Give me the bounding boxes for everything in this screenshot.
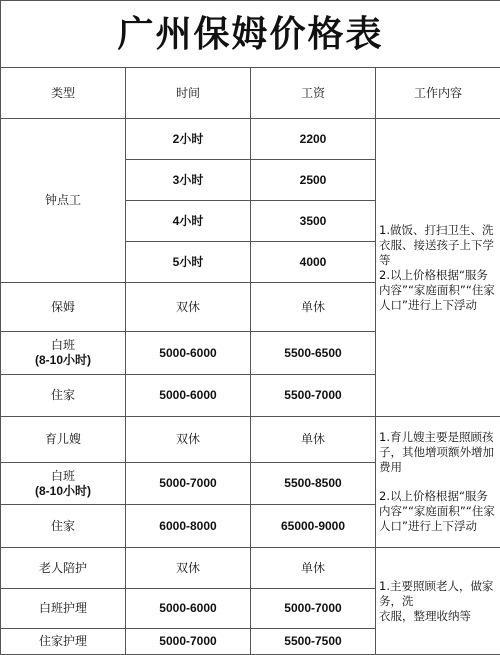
content-note-1	[376, 119, 500, 417]
time-cell: 3小时	[126, 160, 251, 201]
header-content: 工作内容	[376, 68, 500, 119]
wage-cell: 5500-8500	[251, 463, 376, 505]
rest-cell: 双休	[126, 548, 251, 589]
wage-cell: 5000-7000	[126, 629, 251, 655]
wage-cell: 4000	[251, 242, 376, 283]
type-elder: 老人陪护	[1, 548, 126, 589]
type-childcare: 育儿嫂	[1, 417, 126, 463]
note-line: 2.以上价格根据“服务内容”“家庭面积”“住家人口”进行上下浮动	[379, 489, 495, 533]
day-care-label: 白班护理	[1, 589, 126, 629]
day-shift-hours: (8-10小时)	[34, 353, 91, 367]
note-line: 2.以上价格根据“服务内容”“家庭面积”“住家人口”进行上下浮动	[379, 267, 495, 312]
time-cell: 2小时	[126, 119, 251, 160]
wage-cell: 65000-9000	[251, 505, 376, 548]
day-shift-title: 白班	[50, 468, 75, 483]
header-time: 时间	[126, 68, 251, 119]
note-line: 1.育儿嫂主要是照顾孩子，其他增项额外增加费用	[379, 430, 494, 474]
rest-cell: 单休	[251, 548, 376, 589]
live-in-label: 住家	[1, 375, 126, 417]
note-line: 1.主要照顾老人，做家务，洗	[379, 578, 494, 608]
day-shift-hours: (8-10小时)	[34, 483, 91, 498]
wage-cell: 5000-6000	[126, 375, 251, 417]
table-row	[1, 119, 500, 160]
header-row	[1, 68, 500, 119]
time-cell: 5小时	[126, 242, 251, 283]
note-line: 衣服，整理收纳等	[379, 608, 471, 623]
day-shift-label	[1, 332, 126, 375]
content-note-3	[376, 548, 500, 655]
wage-cell: 5000-7000	[251, 589, 376, 629]
wage-cell: 5000-7000	[126, 463, 251, 505]
wage-cell: 5500-7000	[251, 375, 376, 417]
title-row	[1, 1, 500, 68]
day-shift-title: 白班	[50, 338, 75, 352]
wage-cell: 5500-7500	[251, 629, 376, 655]
wage-cell: 2200	[251, 119, 376, 160]
note-line: 1.做饭、打扫卫生、洗衣服、接送孩子上下学等	[379, 222, 494, 267]
rest-cell: 双休	[126, 283, 251, 332]
rest-cell: 双休	[126, 417, 251, 463]
wage-cell: 2500	[251, 160, 376, 201]
content-note-2	[376, 417, 500, 548]
header-wage: 工资	[251, 68, 376, 119]
wage-cell: 3500	[251, 201, 376, 242]
wage-cell: 6000-8000	[126, 505, 251, 548]
header-type: 类型	[1, 68, 126, 119]
live-in-label: 住家	[1, 505, 126, 548]
page-title: 广州保姆价格表	[1, 1, 500, 68]
rest-cell: 单休	[251, 417, 376, 463]
day-shift-label	[1, 463, 126, 505]
live-in-care-label: 住家护理	[1, 629, 126, 655]
table-row	[1, 417, 500, 463]
type-nanny: 保姆	[1, 283, 126, 332]
time-cell: 4小时	[126, 201, 251, 242]
wage-cell: 5000-6000	[126, 332, 251, 375]
wage-cell: 5500-6500	[251, 332, 376, 375]
wage-cell: 5000-6000	[126, 589, 251, 629]
type-hourly: 钟点工	[1, 119, 126, 283]
rest-cell: 单休	[251, 283, 376, 332]
table-row	[1, 548, 500, 589]
